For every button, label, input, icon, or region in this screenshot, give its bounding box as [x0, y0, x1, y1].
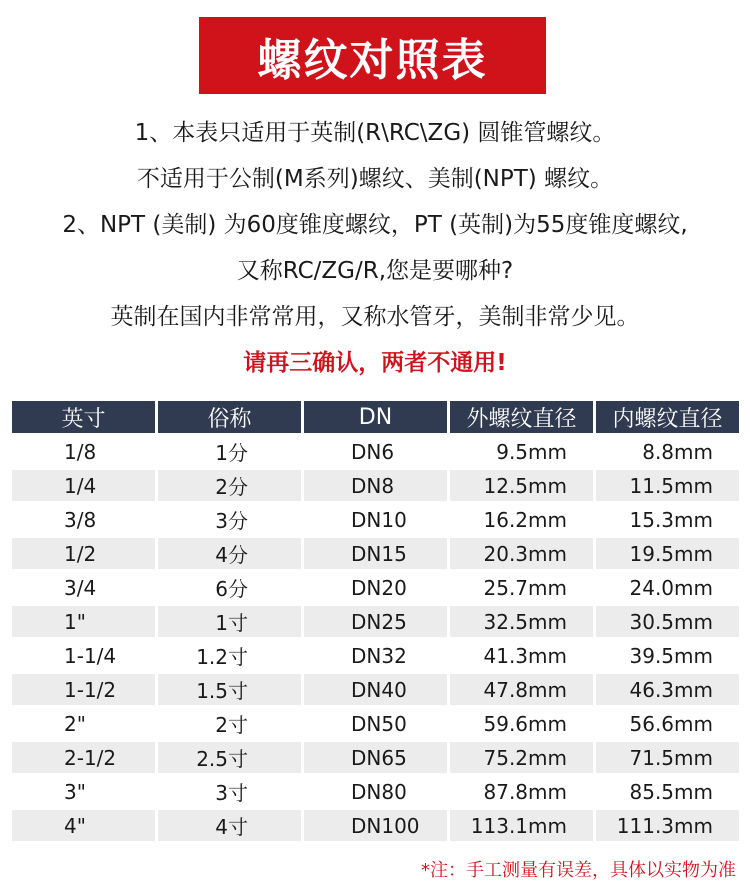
table-row — [12, 538, 739, 569]
table-row — [12, 436, 739, 467]
cell-inner-diameter: 11.5mm — [596, 470, 739, 501]
cell-dn: DN10 — [351, 507, 407, 532]
cell-inch: 1/8 — [64, 439, 97, 464]
cell-dn: DN8 — [304, 470, 447, 501]
table-row — [12, 742, 739, 773]
cell-dn: DN65 — [304, 742, 447, 773]
table-row — [12, 810, 739, 841]
cell-dn: DN25 — [304, 606, 447, 637]
intro-line-1: 1、本表只适用于英制(R\RC\ZG) 圆锥管螺纹。 — [134, 120, 616, 146]
cell-inch: 1-1/4 — [64, 643, 117, 668]
cell-common-name: 6分 — [215, 577, 248, 601]
cell-inch: 1" — [12, 606, 155, 637]
cell-outer-diameter: 47.8mm — [450, 674, 593, 705]
cell-inch: 3/8 — [64, 507, 97, 532]
cell-outer-diameter: 12.5mm — [450, 470, 593, 501]
cell-inch: 1-1/2 — [12, 674, 155, 705]
intro-line-3: 2、NPT (美制) 为60度锥度螺纹，PT (英制)为55度锥度螺纹, — [62, 212, 688, 238]
cell-dn: DN100 — [304, 810, 447, 841]
cell-dn: DN15 — [304, 538, 447, 569]
footnote: *注：手工测量有误差，具体以实物为准 — [421, 860, 736, 881]
cell-inner-diameter: 71.5mm — [596, 742, 739, 773]
cell-common-name: 4分 — [158, 538, 301, 569]
table-row — [12, 674, 739, 705]
cell-common-name: 1分 — [215, 441, 248, 465]
cell-inch: 3/4 — [64, 575, 97, 600]
cell-dn: DN40 — [304, 674, 447, 705]
cell-outer-diameter: 87.8mm — [483, 779, 567, 804]
cell-inner-diameter: 111.3mm — [596, 810, 739, 841]
cell-common-name: 1.5寸 — [158, 674, 301, 705]
intro-line-2: 不适用于公制(M系列)螺纹、美制(NPT) 螺纹。 — [136, 166, 614, 192]
cell-inner-diameter: 85.5mm — [629, 779, 713, 804]
cell-inch: 4" — [12, 810, 155, 841]
header-outer-diameter: 外螺纹直径 — [450, 401, 593, 433]
table-header-row — [12, 401, 739, 433]
cell-dn: DN6 — [351, 439, 395, 464]
table-row — [12, 606, 739, 637]
header-common-name: 俗称 — [158, 401, 301, 433]
cell-common-name: 1.2寸 — [196, 645, 248, 669]
cell-outer-diameter: 75.2mm — [450, 742, 593, 773]
cell-inch: 2" — [64, 711, 86, 736]
cell-outer-diameter: 9.5mm — [496, 439, 567, 464]
table-row — [12, 640, 739, 671]
cell-outer-diameter: 32.5mm — [450, 606, 593, 637]
cell-common-name: 2.5寸 — [158, 742, 301, 773]
table-row — [12, 708, 739, 739]
cell-inch: 2-1/2 — [12, 742, 155, 773]
table-row — [12, 504, 739, 535]
cell-dn: DN32 — [351, 643, 407, 668]
cell-common-name: 2寸 — [215, 713, 248, 737]
cell-inch: 1/2 — [12, 538, 155, 569]
cell-inner-diameter: 8.8mm — [642, 439, 713, 464]
cell-outer-diameter: 41.3mm — [483, 643, 567, 668]
thread-table — [9, 398, 742, 844]
intro-text — [0, 110, 750, 386]
cell-inner-diameter: 30.5mm — [596, 606, 739, 637]
cell-dn: DN20 — [351, 575, 407, 600]
cell-inner-diameter: 39.5mm — [629, 643, 713, 668]
cell-common-name: 2分 — [158, 470, 301, 501]
table-row — [12, 776, 739, 807]
warning-text: 请再三确认，两者不通用! — [243, 350, 507, 376]
cell-common-name: 1寸 — [158, 606, 301, 637]
cell-inner-diameter: 15.3mm — [629, 507, 713, 532]
cell-inner-diameter: 24.0mm — [629, 575, 713, 600]
header-inner-diameter: 内螺纹直径 — [596, 401, 739, 433]
cell-common-name: 3寸 — [215, 781, 248, 805]
cell-dn: DN50 — [351, 711, 407, 736]
cell-inch: 3" — [64, 779, 86, 804]
intro-line-5: 英制在国内非常常用，又称水管牙，美制非常少见。 — [110, 304, 640, 330]
cell-inner-diameter: 19.5mm — [596, 538, 739, 569]
cell-inner-diameter: 46.3mm — [596, 674, 739, 705]
cell-outer-diameter: 16.2mm — [483, 507, 567, 532]
cell-outer-diameter: 25.7mm — [483, 575, 567, 600]
cell-common-name: 4寸 — [158, 810, 301, 841]
title-banner — [199, 17, 546, 94]
cell-outer-diameter: 59.6mm — [483, 711, 567, 736]
page-title: 螺纹对照表 — [257, 34, 488, 86]
cell-common-name: 3分 — [215, 509, 248, 533]
cell-dn: DN80 — [351, 779, 407, 804]
cell-outer-diameter: 113.1mm — [450, 810, 593, 841]
table-row — [12, 470, 739, 501]
header-dn: DN — [304, 401, 447, 433]
table-body — [12, 436, 739, 841]
cell-inch: 1/4 — [12, 470, 155, 501]
intro-line-4: 又称RC/ZG/R,您是要哪种? — [236, 258, 514, 284]
table-row — [12, 572, 739, 603]
header-inch: 英寸 — [12, 401, 155, 433]
cell-inner-diameter: 56.6mm — [629, 711, 713, 736]
cell-outer-diameter: 20.3mm — [450, 538, 593, 569]
